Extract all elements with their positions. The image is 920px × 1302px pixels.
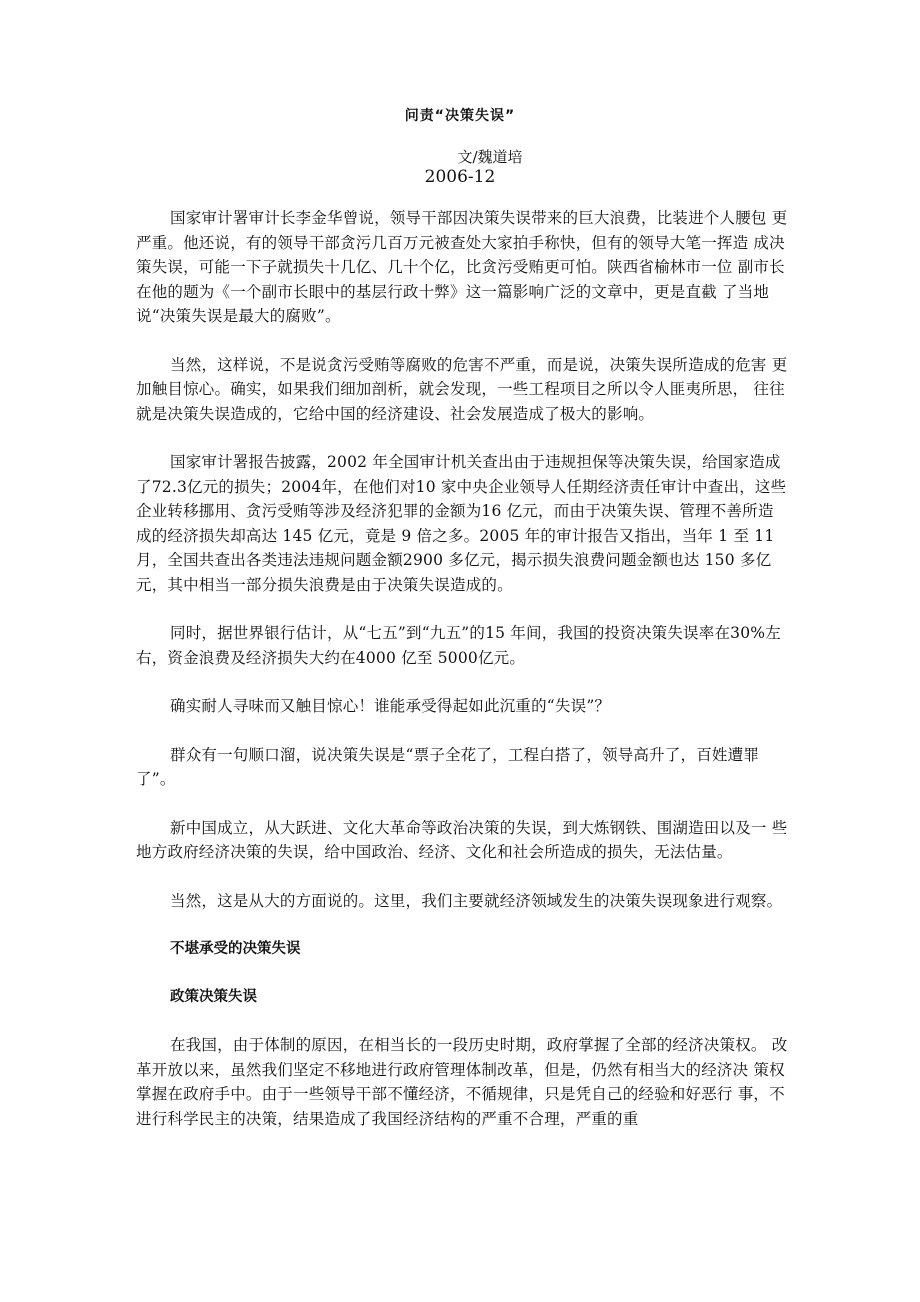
paragraph: 当然，这样说，不是说贪污受贿等腐败的危害不严重，而是说，决策失误所造成的危害 更加触目惊心。确实，如果我们细加剖析，就会发现，一些工程项目之所以令人匪夷所思， 往往就是决策失误造成的，它给中国的经济建设、社会发展造成了极大的影响。 bbox=[136, 355, 788, 423]
paragraph: 国家审计署报告披露，2002 年全国审计机关查出由于违规担保等决策失误，给国家造成了72.3亿元的损失；2004年，在他们对10 家中央企业领导人任期经济责任审计中查出，这些企业转移挪用、贪污受贿等涉及经济犯罪的金额为16 亿元，而由于决策失误、管理不善所造成的经济损失却高达 145 亿元，竟是 9 倍之多。2005 年的审计报告又指出，当年 1 至 11 月，全国共查出各类违法违规问题金额2900 多亿元，揭示损失浪费问题金额也达 150 多亿元，其中相当一部分损失浪费是由于决策失误造成的。 bbox=[136, 453, 787, 594]
article-body bbox=[136, 206, 788, 1155]
paragraph-final: 在我国，由于体制的原因，在相当长的一段历史时期，政府掌握了全部的经济决策权。 改革开放以来，虽然我们坚定不移地进行政府管理体制改革，但是，仍然有相当大的经济决 策权掌握在政府手中。由于一些领导干部不懂经济，不循规律，只是凭自己的经验和好恶行 事，不进行科学民主的决策，结果造成了我国经济结构的严重不合理，严重的重 bbox=[136, 1036, 788, 1128]
paragraph: 国家审计署审计长李金华曾说，领导干部因决策失误带来的巨大浪费，比装进个人腰包 更严重。他还说，有的领导干部贪污几百万元被查处大家拍手称快，但有的领导大笔一挥造 成决策失误，可能一下子就损失十几亿、几十个亿，比贪污受贿更可怕。陕西省榆林市一位 副市长在他的题为《一个副市长眼中的基层行政十弊》这一篇影响广泛的文章中，更是直截 了当地说“决策失误是最大的腐败”。 bbox=[136, 209, 788, 325]
paragraph: 群众有一句顺口溜，说决策失误是“票子全花了，工程白搭了，领导高升了，百姓遭罪 了”。 bbox=[136, 745, 760, 788]
paragraph: 确实耐人寻味而又触目惊心！谁能承受得起如此沉重的“失误”？ bbox=[170, 697, 611, 715]
paragraph: 当然，这是从大的方面说的。这里，我们主要就经济领域发生的决策失误现象进行观察。 bbox=[170, 891, 783, 910]
date-line: 2006-12 bbox=[424, 167, 496, 187]
paragraph: 同时，据世界银行估计，从“七五”到“九五”的15 年间，我国的投资决策失误率在30%左右，资金浪费及经济损失大约在4000 亿至 5000亿元。 bbox=[136, 624, 781, 667]
paragraph: 新中国成立，从大跃进、文化大革命等政治决策的失误，到大炼钢铁、围湖造田以及一 些地方政府经济决策的失误，给中国政治、经济、文化和社会所造成的损失，无法估量。 bbox=[136, 818, 788, 861]
author-line: 文/魏道培 bbox=[457, 148, 523, 166]
section-heading: 不堪承受的决策失误 bbox=[170, 941, 301, 957]
document-title: 问责“决策失误” bbox=[404, 108, 516, 124]
subsection-heading: 政策决策失误 bbox=[170, 989, 257, 1005]
